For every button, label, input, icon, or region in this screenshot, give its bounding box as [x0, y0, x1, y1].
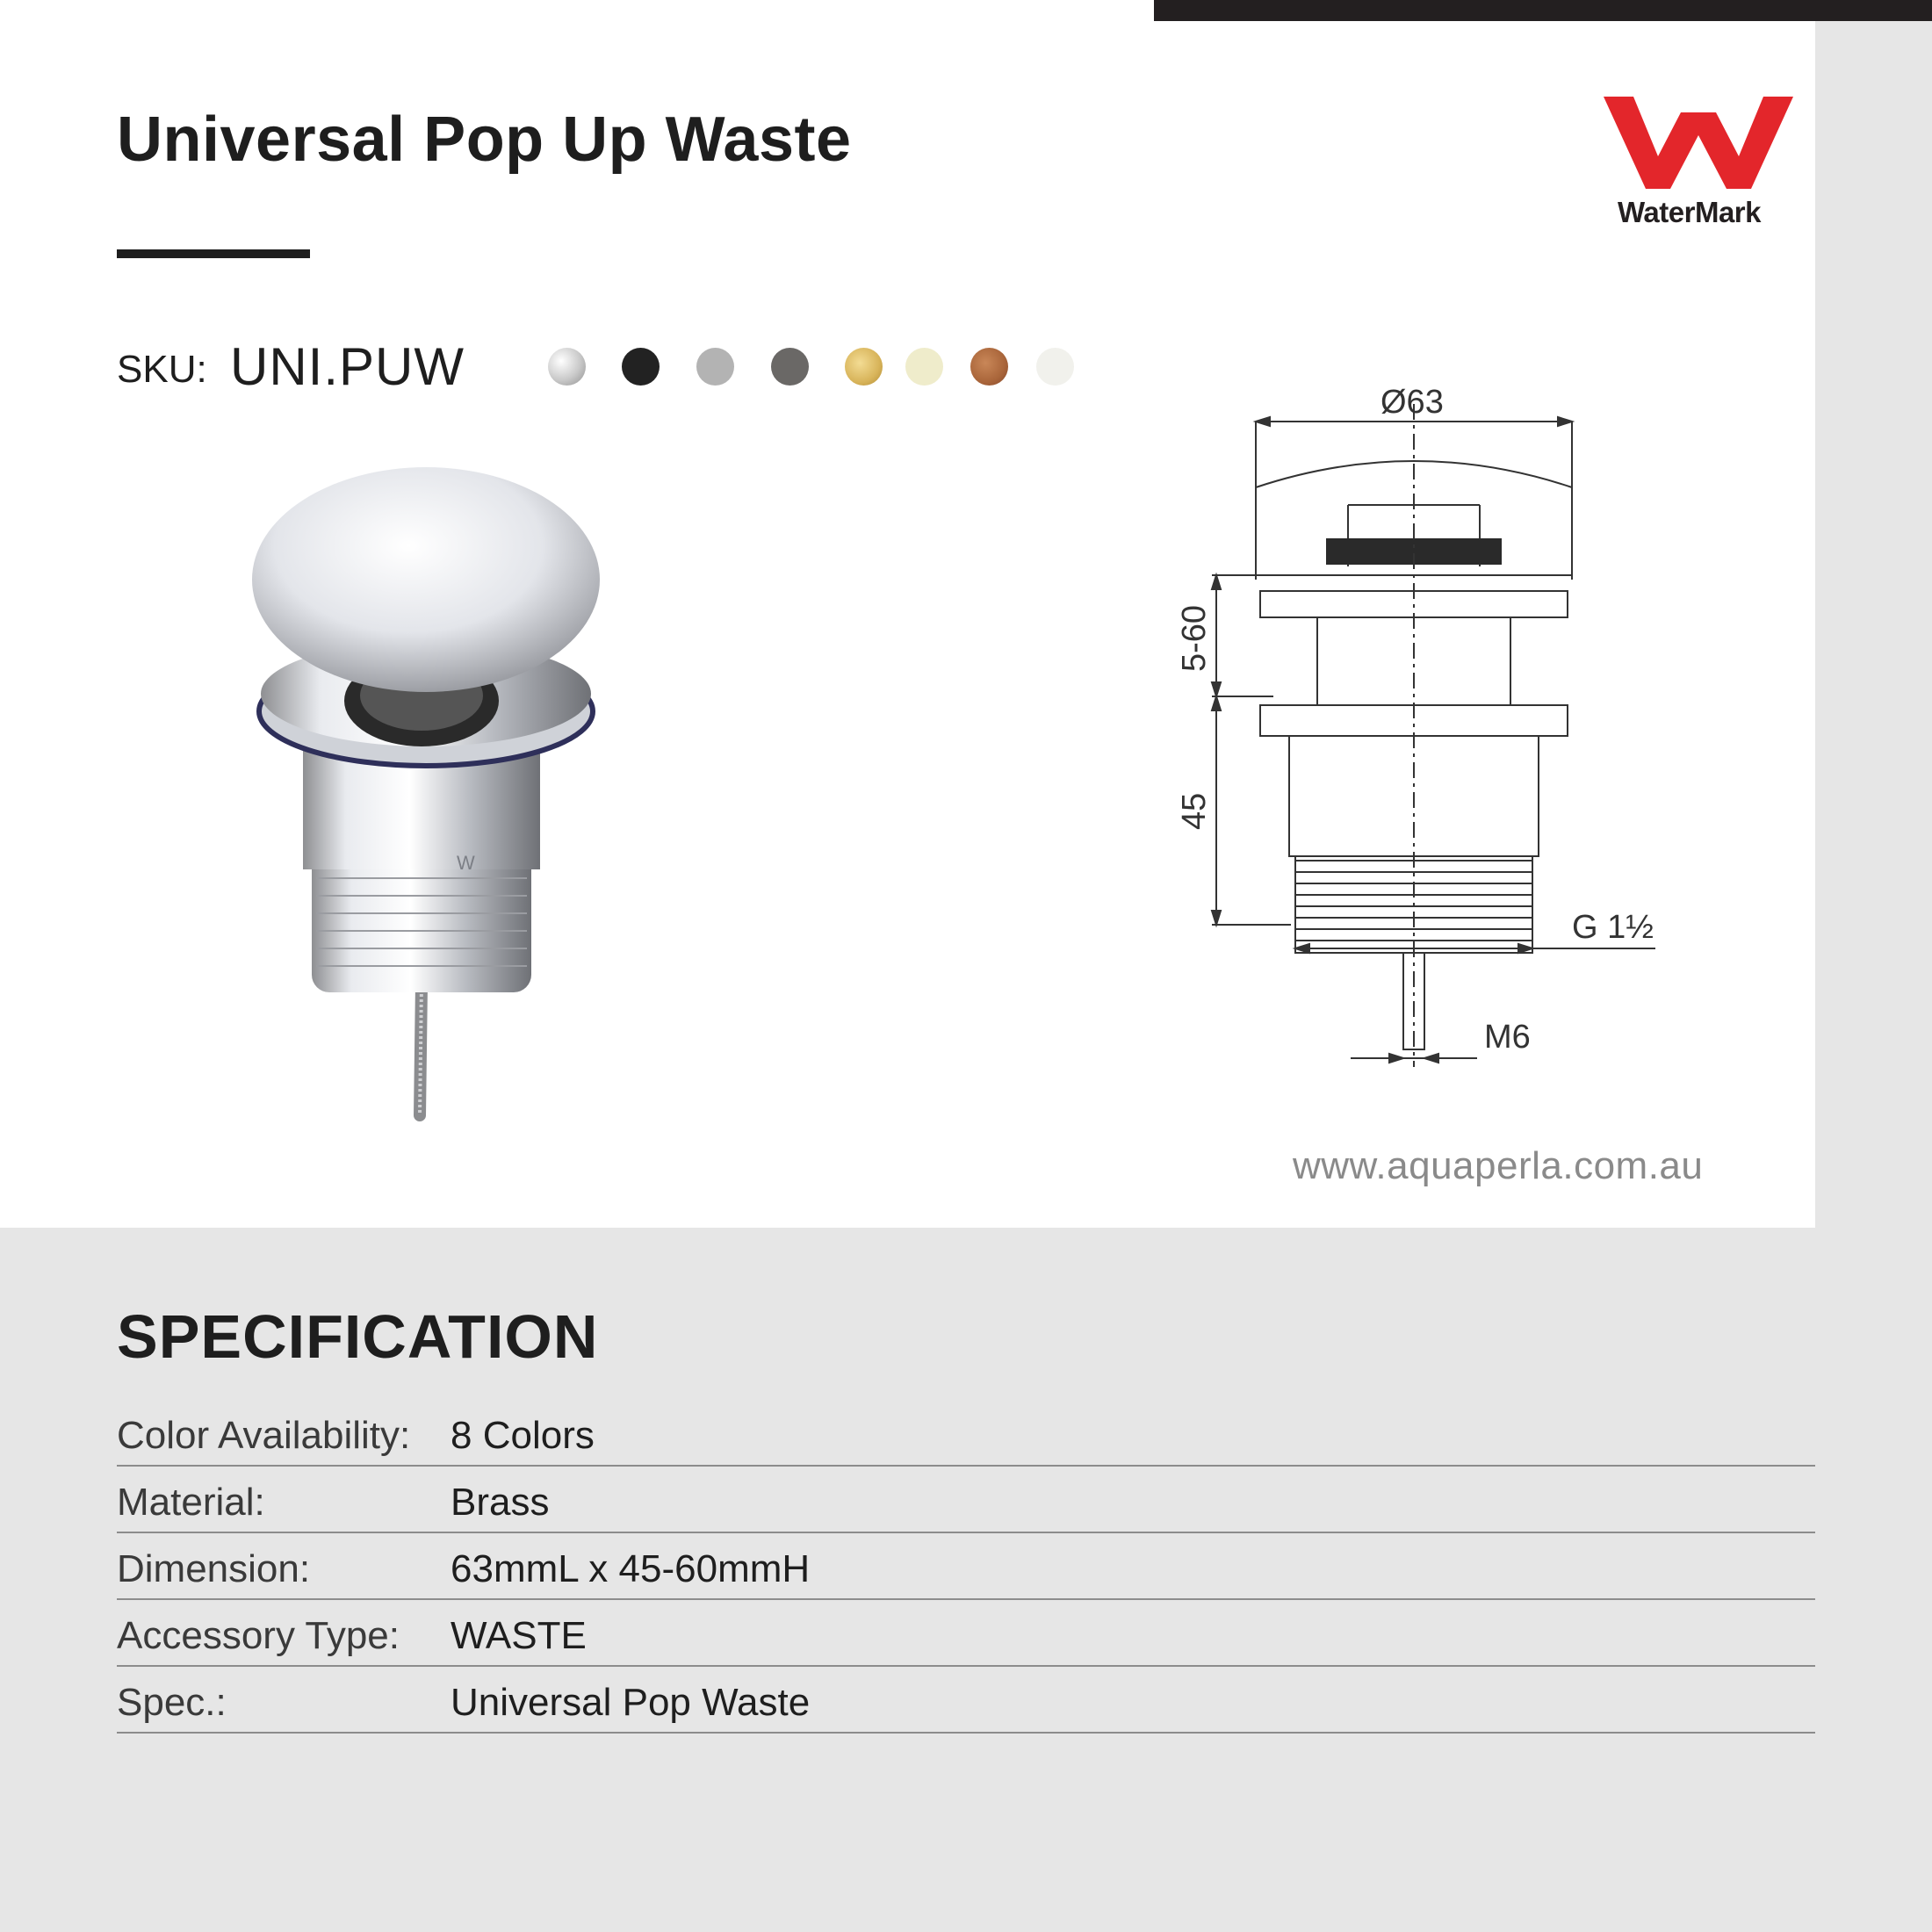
sku-value: UNI.PUW: [230, 337, 465, 396]
dim-height-label: 45: [1176, 792, 1213, 830]
spec-row: [117, 1600, 1815, 1667]
swatch-cream[interactable]: [905, 348, 943, 386]
page-title: Universal Pop Up Waste: [117, 105, 852, 175]
swatch-brushed-copper[interactable]: [970, 348, 1008, 386]
spec-label: Dimension:: [117, 1547, 311, 1590]
swatch-brushed-nickel[interactable]: [696, 348, 734, 386]
sku-label: SKU:: [117, 348, 207, 391]
dim-thread-label: G 1½: [1572, 909, 1654, 946]
spec-value: 63mmL x 45-60mmH: [451, 1547, 811, 1590]
specification-heading: SPECIFICATION: [117, 1302, 599, 1371]
spec-row: [117, 1533, 1815, 1600]
dim-height-range-label: 5-60: [1176, 604, 1213, 672]
spec-value: WASTE: [451, 1614, 587, 1657]
spec-value: Universal Pop Waste: [451, 1681, 811, 1724]
title-underline: [117, 249, 310, 258]
spec-label: Color Availability:: [117, 1414, 411, 1457]
swatch-brushed-gold[interactable]: [845, 348, 883, 386]
spec-label: Accessory Type:: [117, 1614, 400, 1657]
swatch-matte-black[interactable]: [622, 348, 660, 386]
watermark-label: WaterMark: [1618, 196, 1761, 228]
website-url[interactable]: www.aquaperla.com.au: [1293, 1144, 1704, 1187]
right-margin-strip: [1815, 0, 1932, 1932]
dim-rod-label: M6: [1484, 1019, 1531, 1056]
spec-label: Spec.:: [117, 1681, 227, 1724]
spec-row: [117, 1667, 1815, 1734]
top-accent-bar: [1154, 0, 1932, 21]
swatch-gunmetal[interactable]: [771, 348, 809, 386]
swatch-chrome[interactable]: [548, 348, 586, 386]
svg-text:W: W: [457, 852, 475, 874]
dimension-drawing: [1150, 373, 1677, 1076]
spec-value: 8 Colors: [451, 1414, 595, 1457]
swatch-white[interactable]: [1036, 348, 1074, 386]
specification-table: [117, 1400, 1815, 1734]
spec-label: Material:: [117, 1481, 265, 1524]
product-photo: [246, 465, 632, 1124]
dim-diameter-label: Ø63: [1381, 384, 1444, 421]
spec-row: [117, 1400, 1815, 1467]
spec-row: [117, 1467, 1815, 1533]
spec-value: Brass: [451, 1481, 550, 1524]
